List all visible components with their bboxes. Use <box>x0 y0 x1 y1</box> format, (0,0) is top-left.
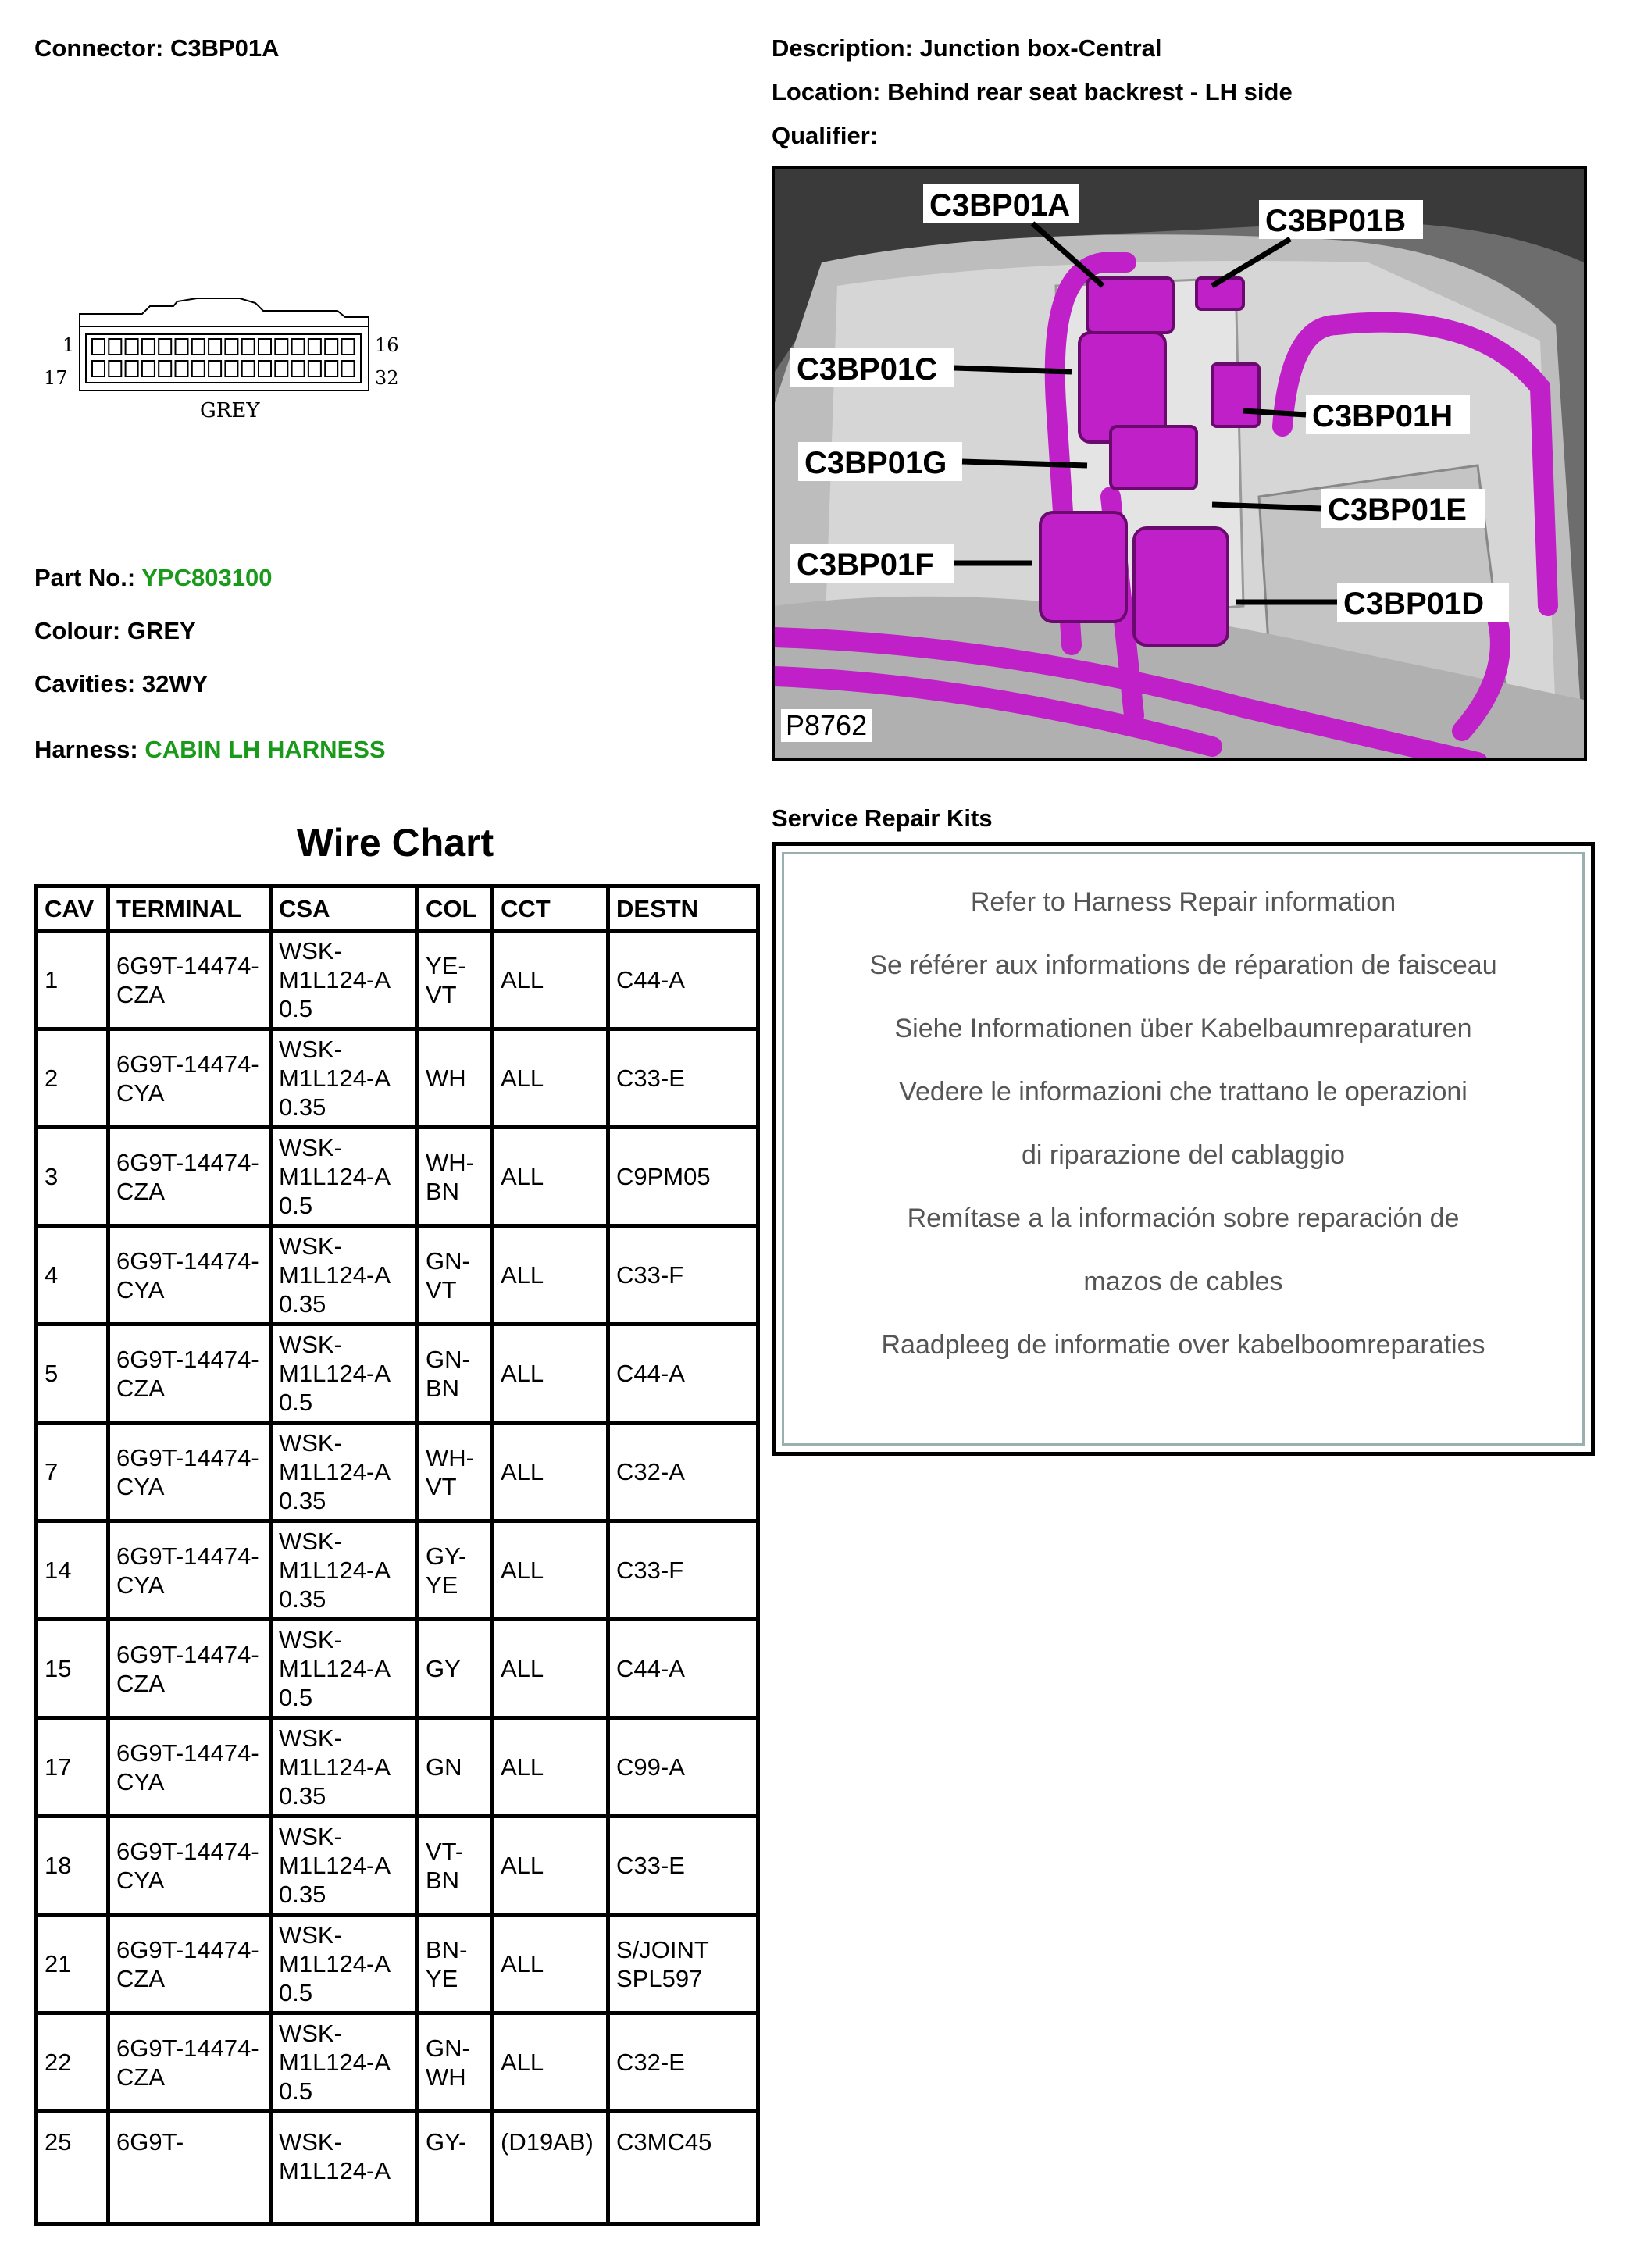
cell-cav: 15 <box>37 1620 109 1718</box>
table-row <box>37 1029 758 1128</box>
header-terminal: TERMINAL <box>109 886 271 931</box>
pin-cavity <box>126 361 138 376</box>
pin-cavity <box>159 361 171 376</box>
cell-destn: S/JOINT SPL597 <box>608 1915 758 2013</box>
connector-face-diagram <box>41 289 431 422</box>
service-kit-line: Refer to Harness Repair information <box>970 887 1396 917</box>
harness-line <box>34 736 386 764</box>
cell-col: WH-VT <box>418 1423 493 1521</box>
cell-cct: ALL <box>493 1915 608 2013</box>
cell-cct: ALL <box>493 1128 608 1226</box>
description-value: Junction box-Central <box>919 34 1162 62</box>
pin-cavity <box>308 339 321 355</box>
cell-cct: ALL <box>493 1325 608 1423</box>
location-photo <box>772 166 1587 761</box>
table-row <box>37 1521 758 1620</box>
pin-label-1: 1 <box>62 334 75 356</box>
cell-terminal: 6G9T-14474-CZA <box>109 2013 271 2112</box>
pin-cavity <box>342 339 355 355</box>
pin-cavity <box>92 339 105 355</box>
table-row <box>37 1620 758 1718</box>
service-kit-line: Vedere le informazioni che trattano le operazioni <box>899 1077 1468 1107</box>
service-kit-line: di riparazione del cablaggio <box>1022 1140 1345 1170</box>
service-kit-line: Siehe Informationen über Kabelbaumreparaturen <box>894 1014 1472 1043</box>
pin-cavity <box>308 361 321 376</box>
cell-destn: C33-F <box>608 1521 758 1620</box>
cell-destn: C33-E <box>608 1817 758 1915</box>
cell-col: GY- <box>418 2112 493 2224</box>
qualifier-label: Qualifier: <box>772 122 879 149</box>
cell-terminal: 6G9T-14474-CZA <box>109 1620 271 1718</box>
cell-destn: C9PM05 <box>608 1128 758 1226</box>
cell-cct: ALL <box>493 931 608 1029</box>
cell-cav: 5 <box>37 1325 109 1423</box>
cell-terminal: 6G9T-14474-CYA <box>109 1817 271 1915</box>
cell-cct: ALL <box>493 1718 608 1817</box>
cell-cct: ALL <box>493 1423 608 1521</box>
table-row <box>37 1817 758 1915</box>
wire-chart-table <box>34 884 760 2226</box>
service-kits-box <box>772 842 1595 1456</box>
cell-terminal: 6G9T-14474-CZA <box>109 1128 271 1226</box>
cell-csa: WSK-M1L124-A 0.35 <box>271 1817 418 1915</box>
connector-line <box>34 34 280 62</box>
table-row <box>37 931 758 1029</box>
cell-destn: C3MC45 <box>608 2112 758 2224</box>
cell-cct: ALL <box>493 1521 608 1620</box>
pin-cavity <box>192 339 205 355</box>
pin-cavity <box>92 361 105 376</box>
cell-cav: 2 <box>37 1029 109 1128</box>
table-row <box>37 2112 758 2224</box>
cell-destn: C44-A <box>608 1325 758 1423</box>
part-no-line <box>34 564 272 592</box>
table-row <box>37 1423 758 1521</box>
header-cct: CCT <box>493 886 608 931</box>
pin-cavity <box>142 361 155 376</box>
pin-cavity <box>176 361 188 376</box>
cell-col: WH <box>418 1029 493 1128</box>
cell-cav: 7 <box>37 1423 109 1521</box>
colour-line <box>34 617 196 645</box>
cell-terminal: 6G9T-14474-CZA <box>109 1325 271 1423</box>
pin-label-16: 16 <box>375 334 399 356</box>
photo-callout-c3bp01d: C3BP01D <box>1343 587 1485 621</box>
table-row <box>37 1915 758 2013</box>
cell-csa: WSK-M1L124-A 0.35 <box>271 1423 418 1521</box>
cell-csa: WSK-M1L124-A 0.5 <box>271 1915 418 2013</box>
table-row <box>37 1718 758 1817</box>
cell-col: GN <box>418 1718 493 1817</box>
harness-link[interactable]: CABIN LH HARNESS <box>144 736 386 763</box>
pin-label-17: 17 <box>44 367 68 389</box>
location-value: Behind rear seat backrest - LH side <box>887 78 1293 105</box>
cell-cav: 3 <box>37 1128 109 1226</box>
pin-label-32: 32 <box>375 367 399 389</box>
pin-cavity <box>292 361 305 376</box>
cell-cav: 17 <box>37 1718 109 1817</box>
cell-cav: 21 <box>37 1915 109 2013</box>
service-kit-line: Se référer aux informations de réparation de faisceau <box>869 950 1497 980</box>
header-destn: DESTN <box>608 886 758 931</box>
location-label: Location: <box>772 78 881 105</box>
pin-cavity <box>225 339 237 355</box>
photo-callout-c3bp01b: C3BP01B <box>1265 204 1407 238</box>
table-row <box>37 1325 758 1423</box>
cell-csa: WSK-M1L124-A 0.5 <box>271 2013 418 2112</box>
cell-destn: C33-E <box>608 1029 758 1128</box>
cell-terminal: 6G9T-14474-CYA <box>109 1029 271 1128</box>
cell-destn: C44-A <box>608 1620 758 1718</box>
wire-chart-header-row <box>37 886 758 931</box>
pin-cavity <box>126 339 138 355</box>
pin-cavity <box>142 339 155 355</box>
photo-callout-c3bp01a: C3BP01A <box>929 188 1071 223</box>
service-kit-line: Remítase a la información sobre reparación de <box>907 1204 1460 1233</box>
photo-callout-c3bp01e: C3BP01E <box>1328 493 1467 527</box>
pin-cavity <box>325 339 337 355</box>
colour-label: Colour: <box>34 617 121 644</box>
cell-csa: WSK-M1L124-A 0.35 <box>271 1029 418 1128</box>
header-csa: CSA <box>271 886 418 931</box>
service-kits-title: Service Repair Kits <box>772 804 993 832</box>
diagram-colour-label: GREY <box>200 399 260 422</box>
description-label: Description: <box>772 34 913 62</box>
pin-cavity <box>242 361 255 376</box>
cell-col: GN-BN <box>418 1325 493 1423</box>
pin-cavity <box>325 361 337 376</box>
cell-csa: WSK-M1L124-A 0.5 <box>271 1128 418 1226</box>
pin-cavity <box>242 339 255 355</box>
pin-cavity <box>225 361 237 376</box>
cell-csa: WSK-M1L124-A 0.35 <box>271 1718 418 1817</box>
pin-cavity <box>342 361 355 376</box>
cell-col: GN-VT <box>418 1226 493 1325</box>
cell-destn: C44-A <box>608 931 758 1029</box>
cell-cav: 25 <box>37 2112 109 2224</box>
pin-cavity <box>259 361 271 376</box>
cell-col: WH-BN <box>418 1128 493 1226</box>
cell-csa: WSK-M1L124-A 0.5 <box>271 1620 418 1718</box>
location-line <box>772 78 1293 106</box>
description-line <box>772 34 1162 62</box>
cell-cav: 18 <box>37 1817 109 1915</box>
cell-csa: WSK-M1L124-A 0.35 <box>271 1226 418 1325</box>
cell-terminal: 6G9T-14474-CYA <box>109 1718 271 1817</box>
harness-label: Harness: <box>34 736 138 763</box>
cell-destn: C32-A <box>608 1423 758 1521</box>
photo-callout-c3bp01f: C3BP01F <box>797 547 934 582</box>
cavities-value: 32WY <box>141 670 209 697</box>
part-no-link[interactable]: YPC803100 <box>141 564 273 591</box>
cell-destn: C33-F <box>608 1226 758 1325</box>
table-row <box>37 2013 758 2112</box>
wire-chart-title: Wire Chart <box>296 821 494 865</box>
cell-cct: (D19AB) <box>493 2112 608 2224</box>
cell-terminal: 6G9T-14474-CZA <box>109 931 271 1029</box>
connector-label: Connector: <box>34 34 164 62</box>
photo-callout-c3bp01c: C3BP01C <box>797 352 938 387</box>
pin-cavity <box>209 339 221 355</box>
photo-callout-c3bp01h: C3BP01H <box>1312 399 1453 433</box>
pin-cavity <box>192 361 205 376</box>
photo-callout-c3bp01g: C3BP01G <box>804 446 947 480</box>
cell-cav: 22 <box>37 2013 109 2112</box>
cell-terminal: 6G9T- <box>109 2112 271 2224</box>
cell-csa: WSK-M1L124-A <box>271 2112 418 2224</box>
cavities-line <box>34 670 208 698</box>
colour-value: GREY <box>127 617 196 644</box>
cavities-label: Cavities: <box>34 670 136 697</box>
pin-cavity <box>275 339 287 355</box>
table-row <box>37 1128 758 1226</box>
header-cav: CAV <box>37 886 109 931</box>
cell-csa: WSK-M1L124-A 0.5 <box>271 1325 418 1423</box>
cell-terminal: 6G9T-14474-CYA <box>109 1423 271 1521</box>
cell-terminal: 6G9T-14474-CYA <box>109 1521 271 1620</box>
table-row <box>37 1226 758 1325</box>
cell-col: VT-BN <box>418 1817 493 1915</box>
pin-cavity <box>259 339 271 355</box>
cell-cct: ALL <box>493 1226 608 1325</box>
pin-cavity <box>176 339 188 355</box>
cell-csa: WSK-M1L124-A 0.5 <box>271 931 418 1029</box>
cell-cct: ALL <box>493 1620 608 1718</box>
cell-cct: ALL <box>493 2013 608 2112</box>
pin-cavity <box>109 339 121 355</box>
pin-cavity <box>292 339 305 355</box>
cell-cct: ALL <box>493 1029 608 1128</box>
cell-col: GN-WH <box>418 2013 493 2112</box>
cell-cav: 4 <box>37 1226 109 1325</box>
cell-destn: C32-E <box>608 2013 758 2112</box>
cell-csa: WSK-M1L124-A 0.35 <box>271 1521 418 1620</box>
qualifier-line <box>772 122 878 150</box>
cell-cct: ALL <box>493 1817 608 1915</box>
cell-col: YE-VT <box>418 931 493 1029</box>
cell-cav: 14 <box>37 1521 109 1620</box>
cell-col: GY-YE <box>418 1521 493 1620</box>
cell-destn: C99-A <box>608 1718 758 1817</box>
service-kit-line: mazos de cables <box>1083 1267 1283 1296</box>
cell-cav: 1 <box>37 931 109 1029</box>
part-no-label: Part No.: <box>34 564 136 591</box>
cell-terminal: 6G9T-14474-CYA <box>109 1226 271 1325</box>
photo-reference-id: P8762 <box>781 709 872 742</box>
connector-value: C3BP01A <box>169 34 280 62</box>
pin-cavity <box>159 339 171 355</box>
pin-cavity <box>275 361 287 376</box>
cell-col: GY <box>418 1620 493 1718</box>
service-kit-line: Raadpleeg de informatie over kabelboomreparaties <box>881 1330 1485 1360</box>
pin-cavity <box>109 361 121 376</box>
pin-cavity <box>209 361 221 376</box>
cell-terminal: 6G9T-14474-CZA <box>109 1915 271 2013</box>
header-col: COL <box>418 886 493 931</box>
cell-col: BN-YE <box>418 1915 493 2013</box>
service-kits-inner <box>782 852 1585 1446</box>
